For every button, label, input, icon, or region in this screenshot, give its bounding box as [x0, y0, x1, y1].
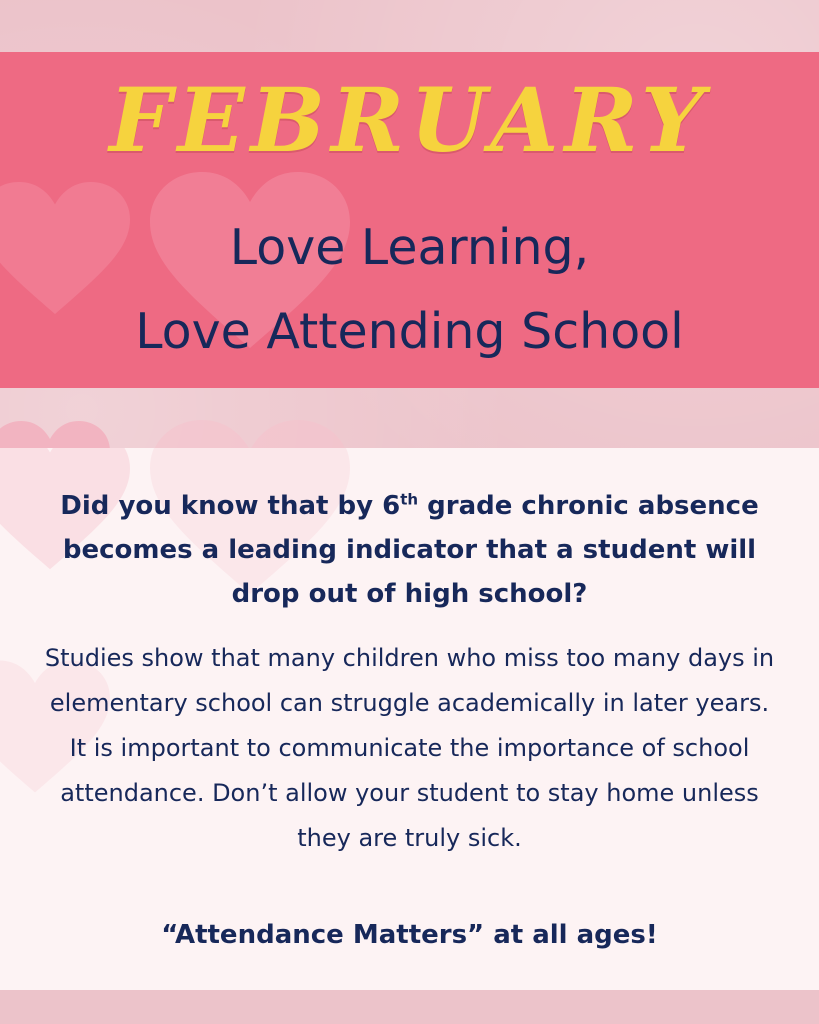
question-text [40, 484, 779, 616]
tagline: “Attendance Matters” at all ages! [161, 920, 658, 950]
info-card [0, 448, 819, 990]
body-paragraph: Studies show that many children who miss too many days in elementary school can struggle academically in later years. It is important to communicate the importance of school attendance. Don’t allow your student to stay home unless they are truly sick. [44, 644, 775, 852]
month-title: FEBRUARY [109, 68, 710, 172]
ordinal-suffix: th [400, 490, 419, 509]
question-part-2: grade chronic absence becomes a leading indicator that a student will drop out of high school? [62, 491, 759, 609]
question-part-1: Did you know that by 6 [60, 491, 401, 521]
subtitle-line-2: Love Attending School [135, 303, 684, 360]
subtitle-line-1: Love Learning, [229, 219, 590, 276]
header-banner [0, 52, 819, 388]
